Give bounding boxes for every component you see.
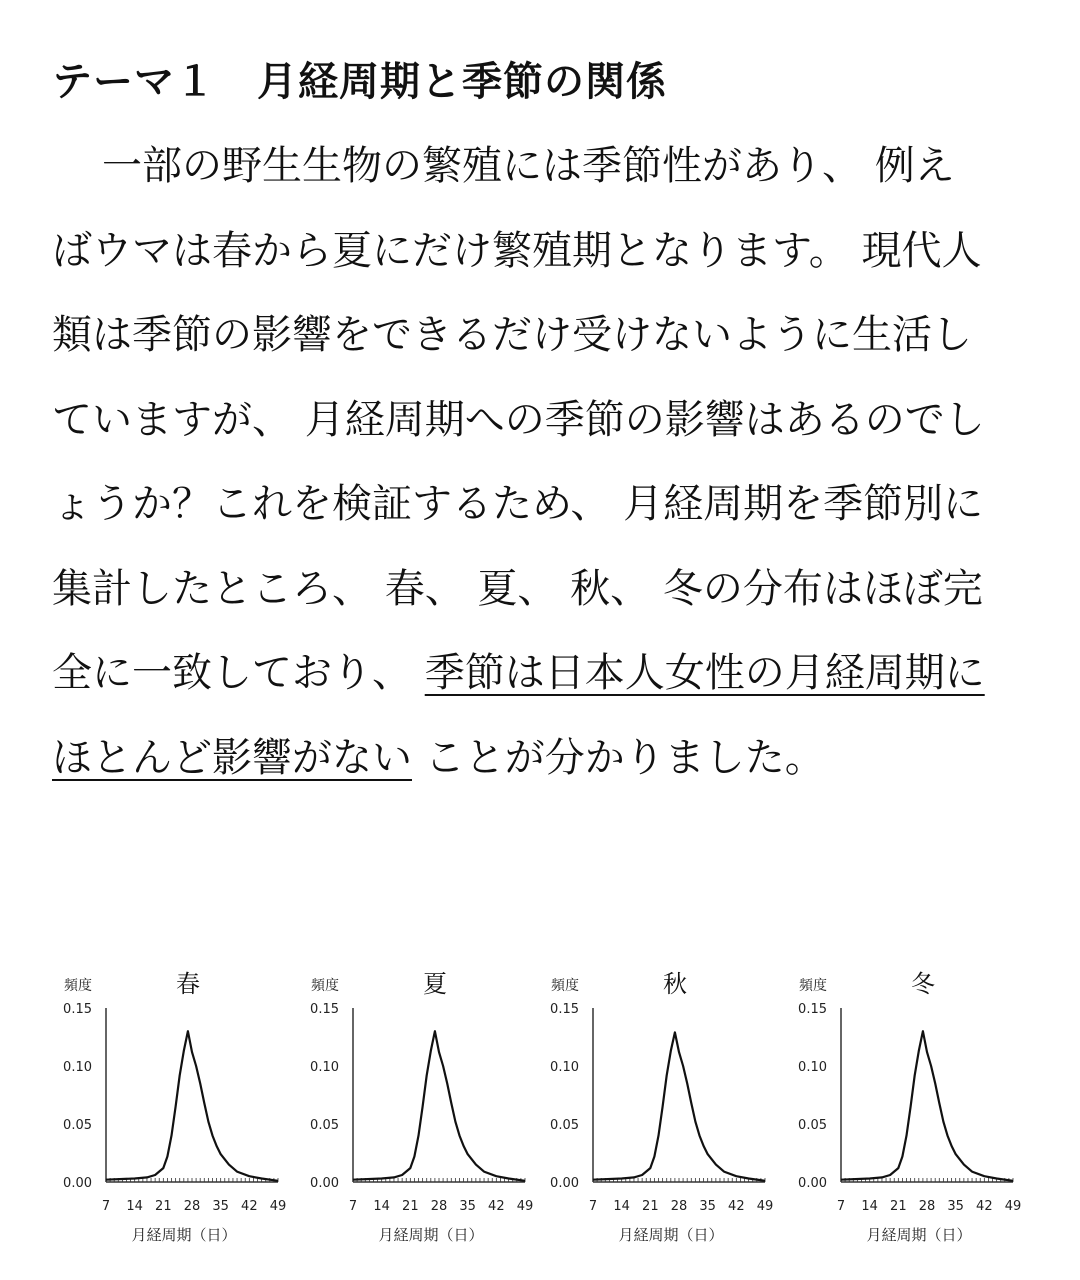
y-tick-label: 0.10 bbox=[550, 1060, 579, 1075]
x-tick-label: 42 bbox=[241, 1199, 258, 1214]
underlined-conclusion: 季節は日本人女性の月経周期に bbox=[424, 650, 985, 696]
x-tick-label: 28 bbox=[430, 1199, 448, 1214]
x-tick-label: 49 bbox=[516, 1199, 534, 1214]
x-tick-label: 35 bbox=[459, 1199, 476, 1214]
y-tick-label: 0.00 bbox=[310, 1176, 339, 1191]
paragraph-line: ょうか？これを検証するため、 月経周期を季節別に bbox=[52, 481, 984, 527]
x-tick-label: 21 bbox=[402, 1199, 419, 1214]
x-tick-label: 49 bbox=[756, 1199, 774, 1214]
page-title: テーマ１ 月経周期と季節の関係 bbox=[52, 59, 667, 105]
x-axis-label: 月経周期（日） bbox=[618, 1226, 724, 1244]
x-tick-label: 42 bbox=[728, 1199, 745, 1214]
y-tick-label: 0.05 bbox=[550, 1118, 579, 1133]
paragraph-line: ていますが、 月経周期への季節の影響はあるのでし bbox=[52, 396, 985, 443]
chart-title: 冬 bbox=[911, 970, 935, 998]
chart-title: 秋 bbox=[663, 970, 687, 998]
body-paragraph bbox=[52, 124, 1028, 800]
x-tick-label: 7 bbox=[588, 1199, 598, 1214]
x-tick-label: 21 bbox=[155, 1199, 172, 1214]
x-tick-label: 28 bbox=[918, 1199, 936, 1214]
paragraph-text: ことが分かりました。 bbox=[412, 734, 825, 781]
x-tick-label: 21 bbox=[890, 1199, 907, 1214]
paragraph-line bbox=[52, 631, 1028, 716]
x-axis-label: 月経周期（日） bbox=[866, 1226, 972, 1244]
y-tick-label: 0.05 bbox=[310, 1118, 339, 1133]
y-tick-label: 0.00 bbox=[550, 1176, 579, 1191]
x-tick-label: 35 bbox=[212, 1199, 229, 1214]
paragraph-line: 一部の野生生物の繁殖には季節性があり、 例え bbox=[102, 143, 955, 189]
x-tick-label: 35 bbox=[699, 1199, 716, 1214]
y-tick-label: 0.10 bbox=[798, 1060, 827, 1075]
paragraph-text: 全に一致しており、 bbox=[52, 650, 425, 696]
x-tick-label: 14 bbox=[861, 1199, 878, 1214]
x-tick-label: 49 bbox=[269, 1199, 287, 1214]
x-axis-label: 月経周期（日） bbox=[378, 1226, 484, 1244]
y-tick-label: 0.05 bbox=[798, 1118, 827, 1133]
x-tick-label: 49 bbox=[1004, 1199, 1022, 1214]
x-tick-label: 14 bbox=[613, 1199, 630, 1214]
y-tick-label: 0.00 bbox=[63, 1176, 92, 1191]
x-tick-label: 28 bbox=[670, 1199, 688, 1214]
x-tick-label: 28 bbox=[183, 1199, 201, 1214]
x-tick-label: 7 bbox=[101, 1199, 111, 1214]
y-axis-label: 頻度 bbox=[799, 978, 827, 994]
distribution-line bbox=[106, 1031, 278, 1181]
y-tick-label: 0.15 bbox=[550, 1002, 579, 1017]
chart-title: 春 bbox=[176, 970, 200, 998]
underlined-conclusion: ほとんど影響がない bbox=[52, 734, 412, 781]
paragraph-line: 集計したところ、 春、 夏、 秋、 冬の分布はほぼ完 bbox=[52, 565, 983, 612]
distribution-line bbox=[593, 1032, 765, 1180]
distribution-line bbox=[841, 1031, 1013, 1181]
x-axis-label: 月経周期（日） bbox=[131, 1226, 237, 1244]
y-tick-label: 0.05 bbox=[63, 1118, 92, 1133]
y-axis-label: 頻度 bbox=[311, 978, 339, 994]
x-tick-label: 21 bbox=[642, 1199, 659, 1214]
y-tick-label: 0.10 bbox=[310, 1060, 339, 1075]
y-axis-label: 頻度 bbox=[64, 978, 92, 994]
x-tick-label: 14 bbox=[126, 1199, 143, 1214]
y-tick-label: 0.15 bbox=[63, 1002, 92, 1017]
x-tick-label: 7 bbox=[348, 1199, 358, 1214]
x-tick-label: 7 bbox=[836, 1199, 846, 1214]
y-axis-label: 頻度 bbox=[551, 978, 579, 994]
x-tick-label: 35 bbox=[947, 1199, 964, 1214]
distribution-line bbox=[353, 1031, 525, 1181]
paragraph-line: ばウマは春から夏にだけ繁殖期となります。 現代人 bbox=[52, 227, 982, 274]
x-tick-label: 42 bbox=[488, 1199, 505, 1214]
x-tick-label: 42 bbox=[976, 1199, 993, 1214]
paragraph-line: 類は季節の影響をできるだけ受けないように生活し bbox=[52, 312, 972, 358]
y-tick-label: 0.10 bbox=[63, 1060, 92, 1075]
seasonal-charts bbox=[0, 960, 1080, 1280]
chart-title: 夏 bbox=[423, 970, 447, 998]
y-tick-label: 0.15 bbox=[798, 1002, 827, 1017]
x-tick-label: 14 bbox=[373, 1199, 390, 1214]
paragraph-line bbox=[52, 716, 1028, 801]
y-tick-label: 0.00 bbox=[798, 1176, 827, 1191]
y-tick-label: 0.15 bbox=[310, 1002, 339, 1017]
